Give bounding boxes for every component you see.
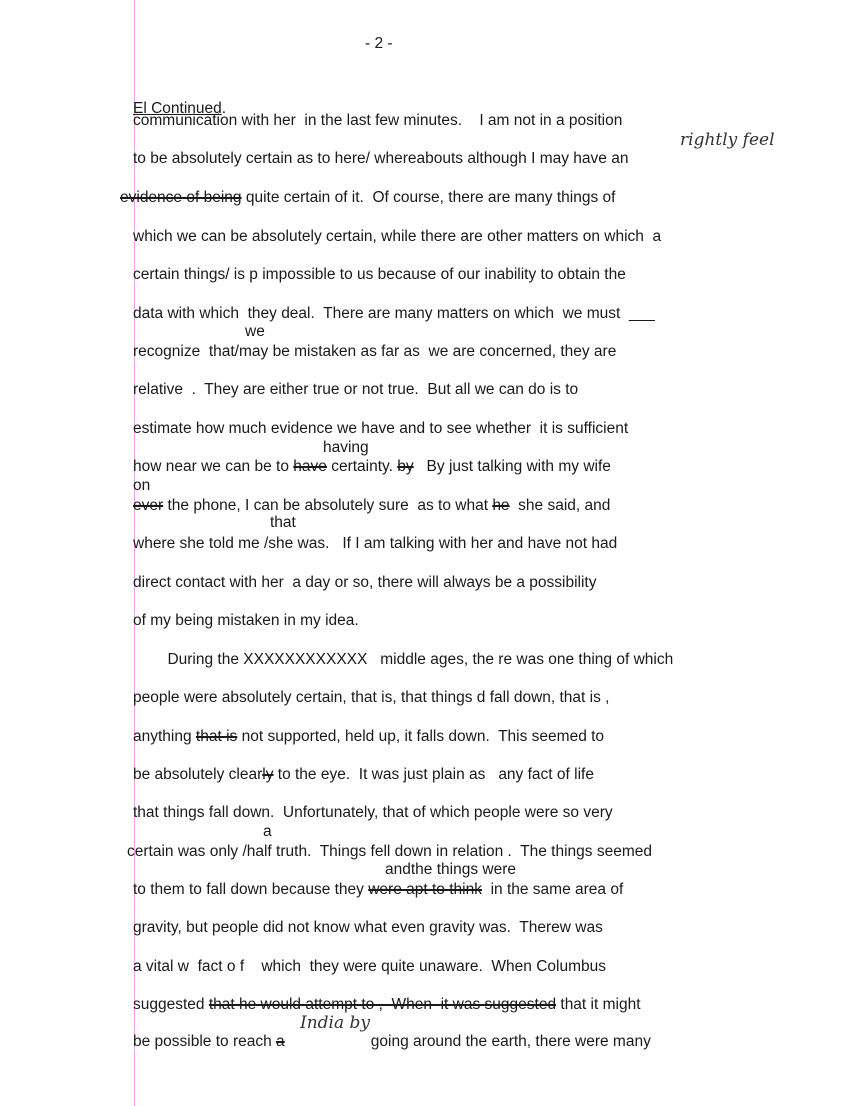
text-line — [133, 343, 616, 361]
handwritten-insertion: rightly feel — [680, 130, 775, 150]
interlinear-insertion: that — [270, 514, 296, 531]
text-segment: anything — [133, 728, 196, 745]
text-segment: By just talking with my wife — [413, 458, 611, 475]
text-line — [127, 843, 652, 861]
text-segment: certain things/ is p impossible to us because of our inability to obtain the — [133, 266, 626, 283]
struck-text: a — [276, 1033, 285, 1050]
text-segment: certain was only /half truth. Things fell down in relation . The things seemed — [127, 843, 652, 860]
text-segment: to them to fall down because they — [133, 881, 369, 898]
text-segment: not supported, held up, it falls down. This seemed to — [237, 728, 605, 745]
text-line — [133, 728, 604, 746]
text-line — [133, 381, 578, 399]
heading-period: . — [221, 100, 227, 117]
text-segment: in the same area of — [481, 881, 624, 898]
text-segment: be possible to reach — [133, 1033, 277, 1050]
text-segment: quite certain of it. Of course, there are many things of — [241, 189, 616, 206]
text-segment: how near we can be to — [133, 458, 294, 475]
text-segment: data with which they deal. There are many matters on which we must ___ — [133, 305, 655, 322]
text-line — [133, 497, 610, 515]
text-segment: communication with her in the last few minutes. I am not in a position — [133, 112, 623, 129]
text-line — [133, 1033, 651, 1051]
text-line — [133, 266, 626, 284]
struck-text: by — [397, 458, 414, 475]
text-segment: of my being mistaken in my idea. — [133, 612, 359, 629]
interlinear-insertion: we — [245, 323, 265, 340]
text-segment: to the eye. It was just plain as any fact of life — [273, 766, 594, 783]
struck-text: that is — [195, 728, 238, 745]
text-line — [133, 112, 622, 130]
text-segment: to be absolutely certain as to here/ whereabouts although I may have an — [133, 150, 629, 167]
text-line — [133, 651, 673, 669]
interlinear-insertion: on — [133, 477, 151, 494]
struck-text: were apt to think — [368, 881, 482, 898]
text-segment: certainty. — [326, 458, 398, 475]
text-line — [133, 305, 655, 323]
text-segment: where she told me /she was. If I am talking with her and have not had — [133, 535, 618, 552]
text-segment: be absolutely clear — [133, 766, 263, 783]
text-line — [133, 574, 597, 592]
struck-text: ever — [133, 497, 164, 514]
text-segment: the phone, I can be absolutely sure as to what — [163, 497, 493, 514]
text-line — [133, 766, 594, 784]
text-segment: a vital w fact o f which they were quite unaware. When Columbus — [133, 958, 606, 975]
struck-text: that he would attempt to , When it was suggested — [208, 996, 557, 1013]
text-segment: which we can be absolutely certain, while there are other matters on which a — [133, 228, 662, 245]
text-line — [120, 189, 615, 207]
text-segment: relative . They are either true or not true. But all we can do is to — [133, 381, 579, 398]
text-segment: suggested — [133, 996, 209, 1013]
text-line — [133, 535, 617, 553]
text-line — [133, 689, 609, 707]
text-line — [133, 996, 641, 1014]
page-number: - 2 - — [365, 35, 393, 52]
text-segment: she said, and — [509, 497, 611, 514]
text-segment: that things fall down. Unfortunately, that of which people were so very — [133, 804, 613, 821]
interlinear-insertion: a — [263, 823, 272, 840]
text-line — [133, 420, 628, 438]
interlinear-insertion: having — [323, 439, 369, 456]
struck-text: ly — [262, 766, 274, 783]
struck-text: he — [492, 497, 510, 514]
text-segment: gravity, but people did not know what even gravity was. Therew was — [133, 919, 603, 936]
text-segment: that it might — [556, 996, 641, 1013]
text-line — [133, 612, 359, 630]
text-line — [133, 881, 623, 899]
text-segment: During the XXXXXXXXXXXX middle ages, the re was one thing of which — [133, 651, 674, 668]
interlinear-insertion: andthe things were — [385, 861, 516, 878]
text-segment: direct contact with her a day or so, there will always be a possibility — [133, 574, 597, 591]
text-segment: people were absolutely certain, that is, that things d fall down, that is , — [133, 689, 610, 706]
text-line — [133, 228, 661, 246]
text-segment: recognize that/may be mistaken as far as we are concerned, they are — [133, 343, 617, 360]
text-segment: estimate how much evidence we have and to see whether it is sufficient — [133, 420, 629, 437]
struck-text: have — [293, 458, 327, 475]
text-line — [133, 150, 628, 168]
heading-text: El Continued — [133, 100, 222, 117]
text-line — [133, 919, 603, 937]
handwritten-insertion: India by — [300, 1013, 371, 1033]
text-line — [133, 958, 606, 976]
text-line — [133, 804, 613, 822]
text-line — [133, 458, 611, 476]
text-segment: going around the earth, there were many — [284, 1033, 651, 1050]
struck-text: evidence of being — [120, 189, 242, 206]
